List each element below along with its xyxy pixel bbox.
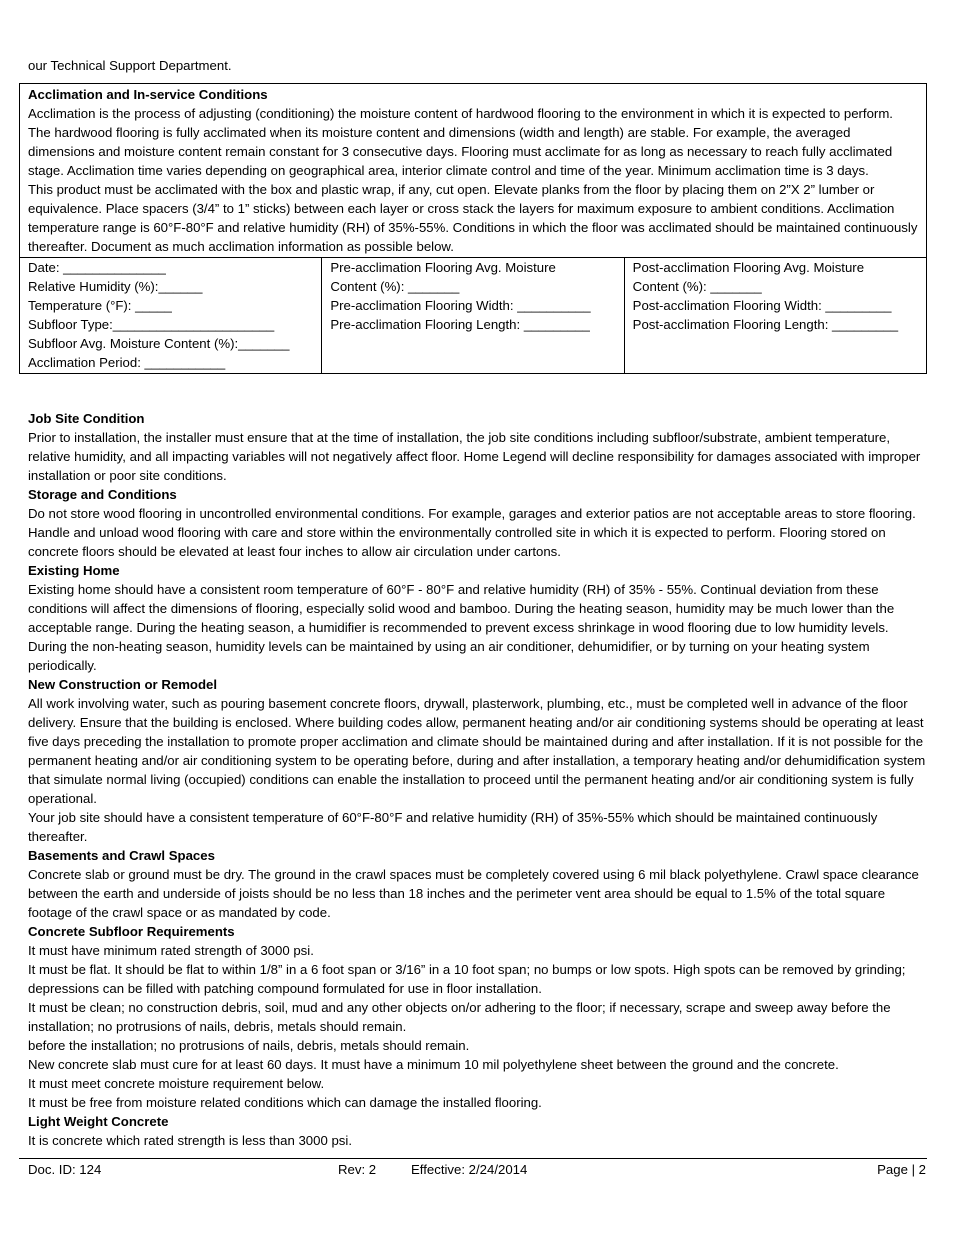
section-title: Existing Home [28, 563, 120, 578]
acclimation-title: Acclimation and In-service Conditions [28, 87, 268, 102]
date-field: Date: ______________ [28, 260, 166, 275]
acclimation-paragraph-2: This product must be acclimated with the box and plastic wrap, if any, cut open. Elevate planks from the floor by placing them on 2”X 2” lumber or equivalence. Place spacers (3/4” to 1” sticks) between each layer or cross stack the layers for maximum exposure to ambient conditions. Acclimation temperature range is 60°F-80°F and relative humidity (RH) of 35%-55%. Conditions in which the floor was acclimated should be maintained continuously thereafter. Document as much acclimation information as possible below. [28, 182, 918, 254]
pre-moisture-label: Pre-acclimation Flooring Avg. Moisture [330, 260, 556, 275]
section-paragraph: All work involving water, such as pouring basement concrete floors, drywall, plasterwork, plumbing, etc., must be completed well in advance of the floor delivery. Ensure that the building is enclosed. Where building codes allow, permanent heating and/or air conditioning systems should be operating at least five days preceding the installation to promote proper acclimation and climate should be maintained during and after installation. If it is not possible for the permanent heating and/or air conditioning system to be operating before, during and after installation, a temporary heating and/or dehumidification system that simulate normal living (occupied) conditions can enable the installation to proceed until the permanent heating and/or air conditioning system is fully operational. [28, 696, 926, 806]
section-paragraph: Do not store wood flooring in uncontrolled environmental conditions. For example, garages and exterior patios are not acceptable areas to store flooring. Handle and unload wood flooring with care and store within the environmentally controlled site in which it is expected to perform. Flooring stored on concrete floors should be elevated at least four inches to allow air circulation under cartons. [28, 506, 916, 559]
doc-id: Doc. ID: 124 [28, 1162, 102, 1177]
section-paragraph: Your job site should have a consistent temperature of 60°F-80°F and relative humidity (RH) of 35%-55% which should be maintained continuously thereafter. [28, 810, 878, 844]
section-paragraph: It must be clean; no construction debris, soil, mud and any other objects on/or adhering to the floor; if necessary, scrape and sweep away before the installation; no protrusions of nails, debris, metals should remain. [28, 1000, 891, 1034]
pre-moisture-field: Content (%): _______ [330, 279, 460, 294]
post-width-field: Post-acclimation Flooring Width: _________ [632, 298, 892, 313]
effective-date: Effective: 2/24/2014 [411, 1162, 528, 1177]
pre-acclimation-column [322, 258, 624, 374]
pre-width-field: Pre-acclimation Flooring Width: __________ [330, 298, 591, 313]
section-paragraph: It must have minimum rated strength of 3000 psi. [28, 943, 314, 958]
acclimation-header-cell [20, 84, 927, 258]
revision: Rev: 2 [338, 1162, 377, 1177]
post-acclimation-column [624, 258, 926, 374]
section-paragraph: It is concrete which rated strength is less than 3000 psi. [28, 1133, 352, 1148]
subfloor-moisture-field: Subfloor Avg. Moisture Content (%):_______ [28, 336, 290, 351]
page-footer [19, 1158, 927, 1182]
acclimation-period-field: Acclimation Period: ___________ [28, 355, 226, 370]
subfloor-type-field: Subfloor Type:______________________ [28, 317, 275, 332]
pre-length-field: Pre-acclimation Flooring Length: _________ [330, 317, 590, 332]
section-title: Job Site Condition [28, 411, 145, 426]
acclimation-table [19, 83, 927, 374]
section-title: Light Weight Concrete [28, 1114, 169, 1129]
section-paragraph: before the installation; no protrusions of nails, debris, metals should remain. [28, 1038, 470, 1053]
document-body [28, 409, 928, 1150]
section-paragraph: It must be free from moisture related conditions which can damage the installed flooring. [28, 1095, 542, 1110]
section-title: Basements and Crawl Spaces [28, 848, 215, 863]
post-moisture-label: Post-acclimation Flooring Avg. Moisture [632, 260, 865, 275]
section-paragraph: Concrete slab or ground must be dry. The ground in the crawl spaces must be completely covered using 6 mil black polyethylene. Crawl space clearance between the earth and underside of joists should be no less than 18 inches and the perimeter vent area should be equal to 1.5% of the total square footage of the crawl space or as mandated by code. [28, 867, 919, 920]
post-length-field: Post-acclimation Flooring Length: _________ [632, 317, 899, 332]
site-conditions-column [20, 258, 322, 374]
temperature-field: Temperature (°F): _____ [28, 298, 172, 313]
section-title: New Construction or Remodel [28, 677, 218, 692]
page-number: Page | 2 [877, 1162, 926, 1177]
intro-text: our Technical Support Department. [28, 58, 232, 73]
section-title: Concrete Subfloor Requirements [28, 924, 235, 939]
section-paragraph: New concrete slab must cure for at least 60 days. It must have a minimum 10 mil polyethylene sheet between the ground and the concrete. [28, 1057, 839, 1072]
section-title: Storage and Conditions [28, 487, 177, 502]
acclimation-paragraph-1: Acclimation is the process of adjusting (conditioning) the moisture content of hardwood flooring to the environment in which it is expected to perform. The hardwood flooring is fully acclimated when its moisture content and dimensions (width and length) are stable. For example, the averaged dimensions and moisture content remain constant for 3 consecutive days. Flooring must acclimate for as long as necessary to reach fully acclimated stage. Acclimation time varies depending on geographical area, interior climate control and time of the year. Minimum acclimation time is 3 days. [28, 106, 893, 178]
section-paragraph: Existing home should have a consistent room temperature of 60°F - 80°F and relative humidity (RH) of 35% - 55%. Continual deviation from these conditions will affect the dimensions of flooring, especially solid wood and bamboo. During the heating season, humidity may be much lower than the acceptable range. During the heating season, a humidifier is recommended to prevent excess shrinkage in wood flooring due to low humidity levels. During the non-heating season, humidity levels can be maintained by using an air conditioner, dehumidifier, or by turning on your heating system periodically. [28, 582, 895, 673]
section-paragraph: Prior to installation, the installer must ensure that at the time of installation, the job site conditions including subfloor/substrate, ambient temperature, relative humidity, and all impacting variables will not negatively affect floor. Home Legend will decline responsibility for damages associated with improper installation or poor site conditions. [28, 430, 921, 483]
section-paragraph: It must be flat. It should be flat to within 1/8” in a 6 foot span or 3/16” in a 10 foot span; no bumps or low spots. High spots can be removed by grinding; depressions can be filled with patching compound formulated for use in floor installation. [28, 962, 906, 996]
post-moisture-field: Content (%): _______ [632, 279, 762, 294]
relative-humidity-field: Relative Humidity (%):______ [28, 279, 203, 294]
section-paragraph: It must meet concrete moisture requirement below. [28, 1076, 325, 1091]
